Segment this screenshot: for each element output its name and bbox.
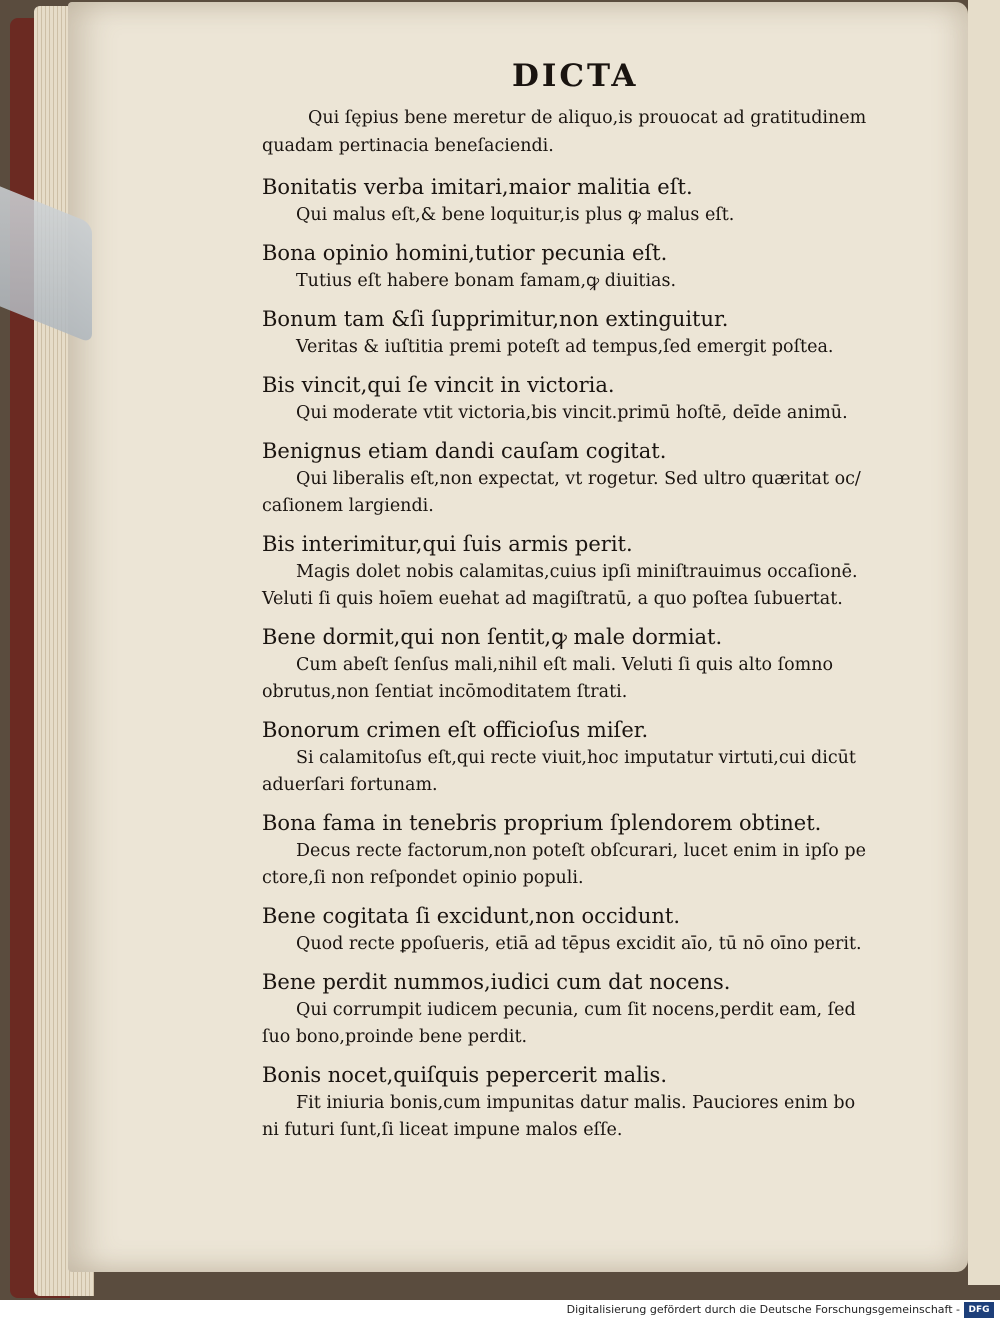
gloss-line: Qui liberalis eſt,non expectat, vt rogetur. Sed ultro quæritat oc/ bbox=[296, 469, 861, 489]
gloss-line: Qui corrumpit iudicem pecunia, cum ſit nocens,perdit eam, ſed bbox=[296, 1000, 856, 1020]
proverb-gloss bbox=[262, 838, 892, 892]
gloss-line: aduerſari fortunam. bbox=[262, 775, 438, 795]
proverb-entry bbox=[262, 370, 892, 427]
gloss-line: ſuo bono,proinde bene perdit. bbox=[262, 1027, 528, 1047]
gloss-line: Qui malus eſt,& bene loquitur,is plus ꝙ malus eſt. bbox=[296, 205, 735, 225]
proverb-heading: Bona fama in tenebris proprium ſplendorem obtinet. bbox=[262, 811, 822, 835]
gloss-line: Veluti ſi quis hoīem euehat ad magiſtratū, a quo poſtea ſubuertat. bbox=[262, 589, 843, 609]
proverb-gloss bbox=[262, 400, 892, 427]
entries-list bbox=[262, 172, 892, 1144]
gloss-line: Tutius eſt habere bonam famam,ꝙ diuitias. bbox=[296, 271, 677, 291]
intro-line: quadam pertinacia beneſaciendi. bbox=[262, 136, 554, 156]
gloss-line: Cum abeſt ſenſus mali,nihil eſt mali. Veluti ſi quis alto ſomno bbox=[296, 655, 834, 675]
footer-credit: Digitalisierung gefördert durch die Deutsche Forschungsgemeinschaft - bbox=[566, 1303, 960, 1316]
proverb-gloss bbox=[262, 1090, 892, 1144]
proverb-gloss bbox=[262, 202, 892, 229]
footer-bar bbox=[0, 1300, 1000, 1321]
gloss-line: Fit iniuria bonis,cum impunitas datur malis. Pauciores enim bo bbox=[296, 1093, 856, 1113]
proverb-gloss bbox=[262, 559, 892, 613]
proverb-entry bbox=[262, 238, 892, 295]
gloss-line: Decus recte factorum,non poteſt obſcurari, lucet enim in ipſo pe bbox=[296, 841, 866, 861]
proverb-entry bbox=[262, 715, 892, 799]
proverb-entry bbox=[262, 1060, 892, 1144]
gloss-line: Qui moderate vtit victoria,bis vincit.primū hoſtē, deīde animū. bbox=[296, 403, 848, 423]
proverb-heading: Bene dormit,qui non ſentit,ꝙ male dormiat. bbox=[262, 625, 723, 649]
proverb-entry bbox=[262, 304, 892, 361]
proverb-entry bbox=[262, 808, 892, 892]
proverb-heading: Bonum tam &ſi ſupprimitur,non extinguitur. bbox=[262, 307, 729, 331]
gloss-line: Magis dolet nobis calamitas,cuius ipſi miniſtrauimus occaſionē. bbox=[296, 562, 858, 582]
proverb-heading: Bonorum crimen eſt officioſus miſer. bbox=[262, 718, 649, 742]
proverb-entry bbox=[262, 172, 892, 229]
proverb-heading: Bene perdit nummos,iudici cum dat nocens. bbox=[262, 970, 731, 994]
facing-page-edge bbox=[968, 0, 1000, 1285]
proverb-gloss bbox=[262, 466, 892, 520]
proverb-heading: Bis interimitur,qui ſuis armis perit. bbox=[262, 532, 633, 556]
gloss-line: ni futuri ſunt,ſi liceat impune malos eſſe. bbox=[262, 1120, 623, 1140]
proverb-heading: Bene cogitata ſi excidunt,non occidunt. bbox=[262, 904, 681, 928]
proverb-heading: Bonis nocet,quiſquis pepercerit malis. bbox=[262, 1063, 667, 1087]
text-block bbox=[262, 104, 892, 1153]
gloss-line: caſionem largiendi. bbox=[262, 496, 434, 516]
gloss-line: Quod recte ꝑpoſueris, etiā ad tēpus excidit aīo, tū nō oīno perit. bbox=[296, 934, 862, 954]
intro-paragraph bbox=[262, 104, 892, 160]
proverb-gloss bbox=[262, 652, 892, 706]
proverb-gloss bbox=[262, 745, 892, 799]
proverb-entry bbox=[262, 436, 892, 520]
gloss-line: Si calamitoſus eſt,qui recte viuit,hoc imputatur virtuti,cui dicūt bbox=[296, 748, 856, 768]
proverb-gloss bbox=[262, 268, 892, 295]
gloss-line: Veritas & iuſtitia premi poteſt ad tempus,ſed emergit poſtea. bbox=[296, 337, 834, 357]
proverb-heading: Bonitatis verba imitari,maior malitia eſt. bbox=[262, 175, 693, 199]
proverb-entry bbox=[262, 967, 892, 1051]
gloss-line: obrutus,non ſentiat incōmoditatem ſtrati. bbox=[262, 682, 628, 702]
dfg-logo: DFG bbox=[964, 1302, 994, 1318]
proverb-heading: Benignus etiam dandi cauſam cogitat. bbox=[262, 439, 667, 463]
proverb-entry bbox=[262, 529, 892, 613]
proverb-gloss bbox=[262, 334, 892, 361]
proverb-gloss bbox=[262, 997, 892, 1051]
proverb-entry bbox=[262, 622, 892, 706]
proverb-heading: Bis vincit,qui ſe vincit in victoria. bbox=[262, 373, 615, 397]
proverb-entry bbox=[262, 901, 892, 958]
gloss-line: ctore,ſi non reſpondet opinio populi. bbox=[262, 868, 584, 888]
intro-line: Qui ſępius bene meretur de aliquo,is prouocat ad gratitudinem bbox=[308, 108, 867, 128]
proverb-heading: Bona opinio homini,tutior pecunia eſt. bbox=[262, 241, 668, 265]
proverb-gloss bbox=[262, 931, 892, 958]
page-header: DICTA bbox=[512, 58, 639, 94]
